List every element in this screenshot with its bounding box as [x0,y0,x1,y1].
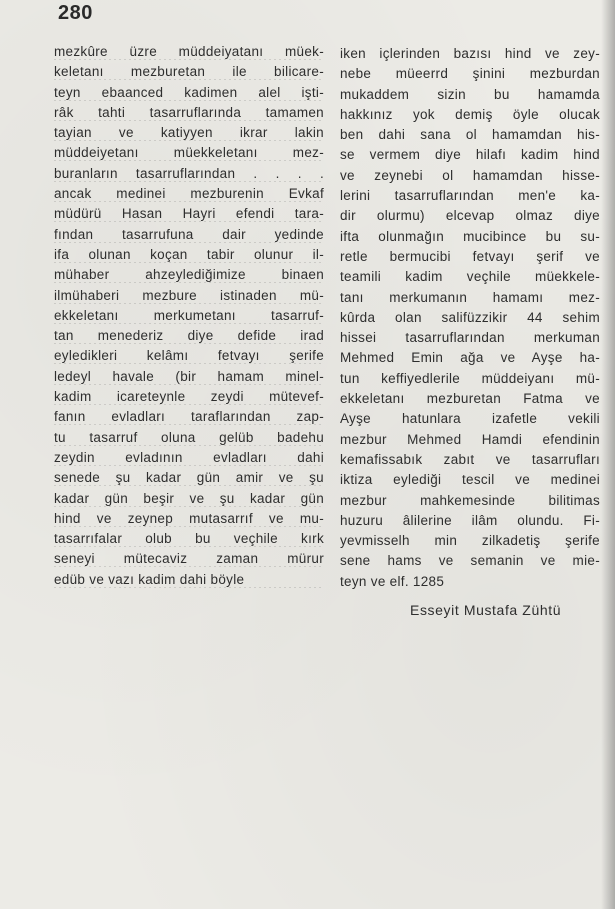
text-line: ben dahi sana ol hamamdan his- [340,127,600,143]
right-column-lines [340,44,600,592]
text-line: kadar gün beşir ve şu kadar gün [54,489,324,509]
text-line: ekkeletanı merkumetanı tasarruf- [54,306,324,326]
text-line: mezbur mahkemesinde bilitimas [340,492,600,508]
text-line: hakkınız yok demiş öyle olucak [340,106,600,122]
text-line: fanın evladları taraflarından zap- [54,407,324,427]
text-line: Mehmed Emin ağa ve Ayşe ha- [340,350,600,366]
text-line: eyledikleri kelâmı fetvayı şerife [54,346,324,366]
binding-shadow [601,0,615,909]
text-line: mühaber ahzeylediğimize binaen [54,265,324,285]
signature: Esseyit Mustafa Zühtü [410,602,562,619]
text-line: kemafissabık zabıt ve tasarrufları [340,451,600,467]
text-line: teamili kadim veçhile müekkele- [340,269,600,285]
text-line: dir olurmu) elcevap olmaz diye [340,208,600,224]
text-line: râk tahti tasarruflarında tamamen [54,103,324,123]
text-line: retle bermucibi fetvayı şerif ve [340,248,600,264]
right-text-column [340,44,600,620]
text-line: se vermem diye hilafı kadim hind [340,147,600,163]
text-line: ifa olunan koçan tabir olunur il- [54,245,324,265]
text-line: senede şu kadar gün amir ve şu [54,468,324,488]
text-line: ve zeynebi ol hamamdan hisse- [340,167,600,183]
text-line: yevmisselh min zilkadetiş şerife [340,533,600,549]
text-line: tun keffiyedlerile müddeiyanı mü- [340,370,600,386]
text-line: tayian ve katiyyen ikrar lakin [54,123,324,143]
left-text-column [54,42,324,590]
text-line: hissei tasarruflarından merkuman [340,330,600,346]
text-line: ilmühaberi mezbure istinaden mü- [54,286,324,306]
text-line: müddeiyetanı müekkeletanı mez- [54,143,324,163]
text-line: mezkûre üzre müddeiyatanı müek- [54,42,324,62]
text-line: seneyi mütecaviz zaman mürur [54,549,324,569]
text-line: teyn ebaanced kadimen alel işti- [54,83,324,103]
text-line: hind ve zeynep mutasarrıf ve mu- [54,509,324,529]
text-line: sene hams ve semanin ve mie- [340,553,600,569]
text-line: edüb ve vazı kadim dahi böyle [54,570,324,590]
text-line: iktiza eylediği tescil ve medinei [340,472,600,488]
text-line: nebe müeerrd şinini mezburdan [340,66,600,82]
text-line: lerini tasarruflarından men'e ka- [340,188,600,204]
text-line: teyn ve elf. 1285 [340,573,445,589]
text-line: kadim icareteynle zeydi mütevef- [54,387,324,407]
text-line: ifta olunmağın mucibince bu su- [340,228,600,244]
text-line: fından tasarrufuna dair yedinde [54,225,324,245]
text-line: ledeyl havale (bir hamam minel- [54,367,324,387]
text-line: tanı merkumanın hamamı mez- [340,289,600,305]
text-line: keletanı mezburetan ile bilicare- [54,62,324,82]
text-line: tasarrıfalar olub bu veçhile kırk [54,529,324,549]
text-line: Ayşe hatunlara izafetle vekili [340,411,600,427]
text-line: mezbur Mehmed Hamdi efendinin [340,431,600,447]
text-line: tan menederiz diye defide irad [54,326,324,346]
text-line: kûrda olan salifüzzikir 44 sehim [340,309,600,325]
text-line: buranların tasarruflarından . . . . [54,164,324,184]
text-line: tu tasarruf oluna gelüb badehu [54,428,324,448]
text-line: ancak medinei mezburenin Evkaf [54,184,324,204]
text-line: zeydin evladının evladları dahi [54,448,324,468]
text-line: müdürü Hasan Hayri efendi tara- [54,204,324,224]
text-line: huzuru âlilerine ilâm olundu. Fi- [340,512,600,528]
text-line: ekkeletanı mezburetan Fatma ve [340,391,600,407]
text-line: mukaddem sizin bu hamamda [340,86,600,102]
text-line: iken içlerinden bazısı hind ve zey- [340,46,600,61]
page-number: 280 [58,2,93,24]
